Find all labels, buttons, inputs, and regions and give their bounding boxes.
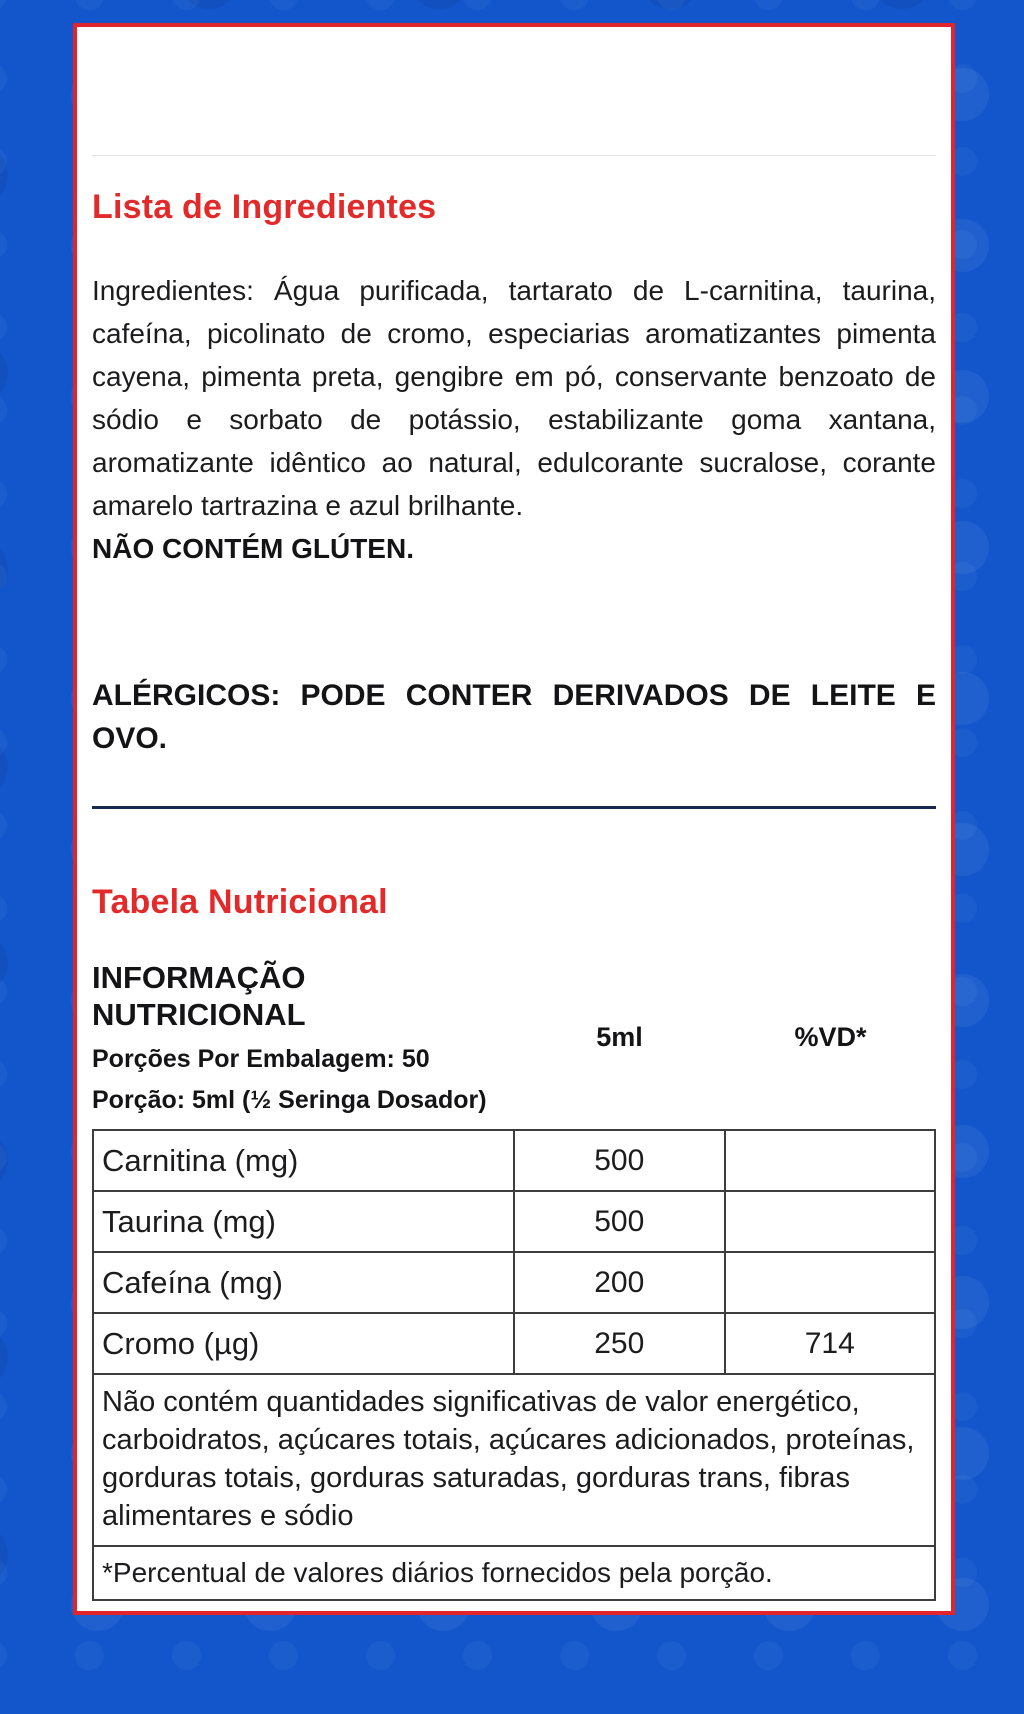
serving-size: Porção: 5ml (½ Seringa Dosador)	[92, 1086, 487, 1114]
nutrition-table	[92, 1129, 936, 1601]
table-row	[93, 1252, 935, 1313]
no-significant-amounts-note: Não contém quantidades significativas de valor energético, carboidratos, açúcares totais, açúcares adicionados, proteínas, gorduras totais, gorduras saturadas, gorduras trans, fibras alimentares e sódio	[93, 1374, 935, 1546]
table-row	[93, 1374, 935, 1546]
table-row	[93, 1313, 935, 1374]
gluten-free-note: NÃO CONTÉM GLÚTEN.	[92, 533, 414, 564]
section-divider-dark	[92, 806, 936, 809]
nutrient-name-cell: Taurina (mg)	[93, 1191, 514, 1252]
nutrition-table-title: INFORMAÇÃO NUTRICIONAL	[92, 960, 306, 1032]
dv-cell: 714	[725, 1313, 936, 1374]
ingredients-heading: Lista de Ingredientes	[92, 188, 437, 226]
section-divider-light	[92, 155, 936, 156]
product-info-card	[73, 23, 955, 1615]
servings-per-package: Porções Por Embalagem: 50	[92, 1045, 430, 1073]
amount-cell: 500	[514, 1191, 725, 1252]
nutrient-name-cell: Cafeína (mg)	[93, 1252, 514, 1313]
table-row	[93, 1546, 935, 1600]
ingredients-body-text: Ingredientes: Água purificada, tartarato de L-carnitina, taurina, cafeína, picolinato de cromo, especiarias aromatizantes pimenta cayena, pimenta preta, gengibre em pó, conservante benzoato de sódio e sorbato de potássio, estabilizante goma xantana, aromatizante idêntico ao natural, edulcorante sucralose, corante amarelo tartrazina e azul brilhante.	[92, 275, 936, 521]
nutrient-name-cell: Cromo (µg)	[93, 1313, 514, 1374]
nutrient-name-cell: Carnitina (mg)	[93, 1130, 514, 1191]
amount-cell: 250	[514, 1313, 725, 1374]
allergen-note: ALÉRGICOS: PODE CONTER DERIVADOS DE LEITE E OVO.	[92, 679, 936, 755]
daily-value-footnote: *Percentual de valores diários fornecidos pela porção.	[93, 1546, 935, 1600]
dv-cell	[725, 1252, 936, 1313]
column-header-amount: 5ml	[596, 1021, 643, 1052]
dv-cell	[725, 1191, 936, 1252]
nutrition-heading: Tabela Nutricional	[92, 883, 388, 921]
nutrition-table-header-main	[92, 959, 514, 1115]
table-row	[93, 1191, 935, 1252]
column-header-daily-value: %VD*	[794, 1021, 867, 1052]
table-row	[93, 1130, 935, 1191]
dv-cell	[725, 1130, 936, 1191]
ingredients-paragraph	[92, 269, 936, 570]
nutrition-table-header	[92, 959, 936, 1115]
amount-cell: 200	[514, 1252, 725, 1313]
amount-cell: 500	[514, 1130, 725, 1191]
